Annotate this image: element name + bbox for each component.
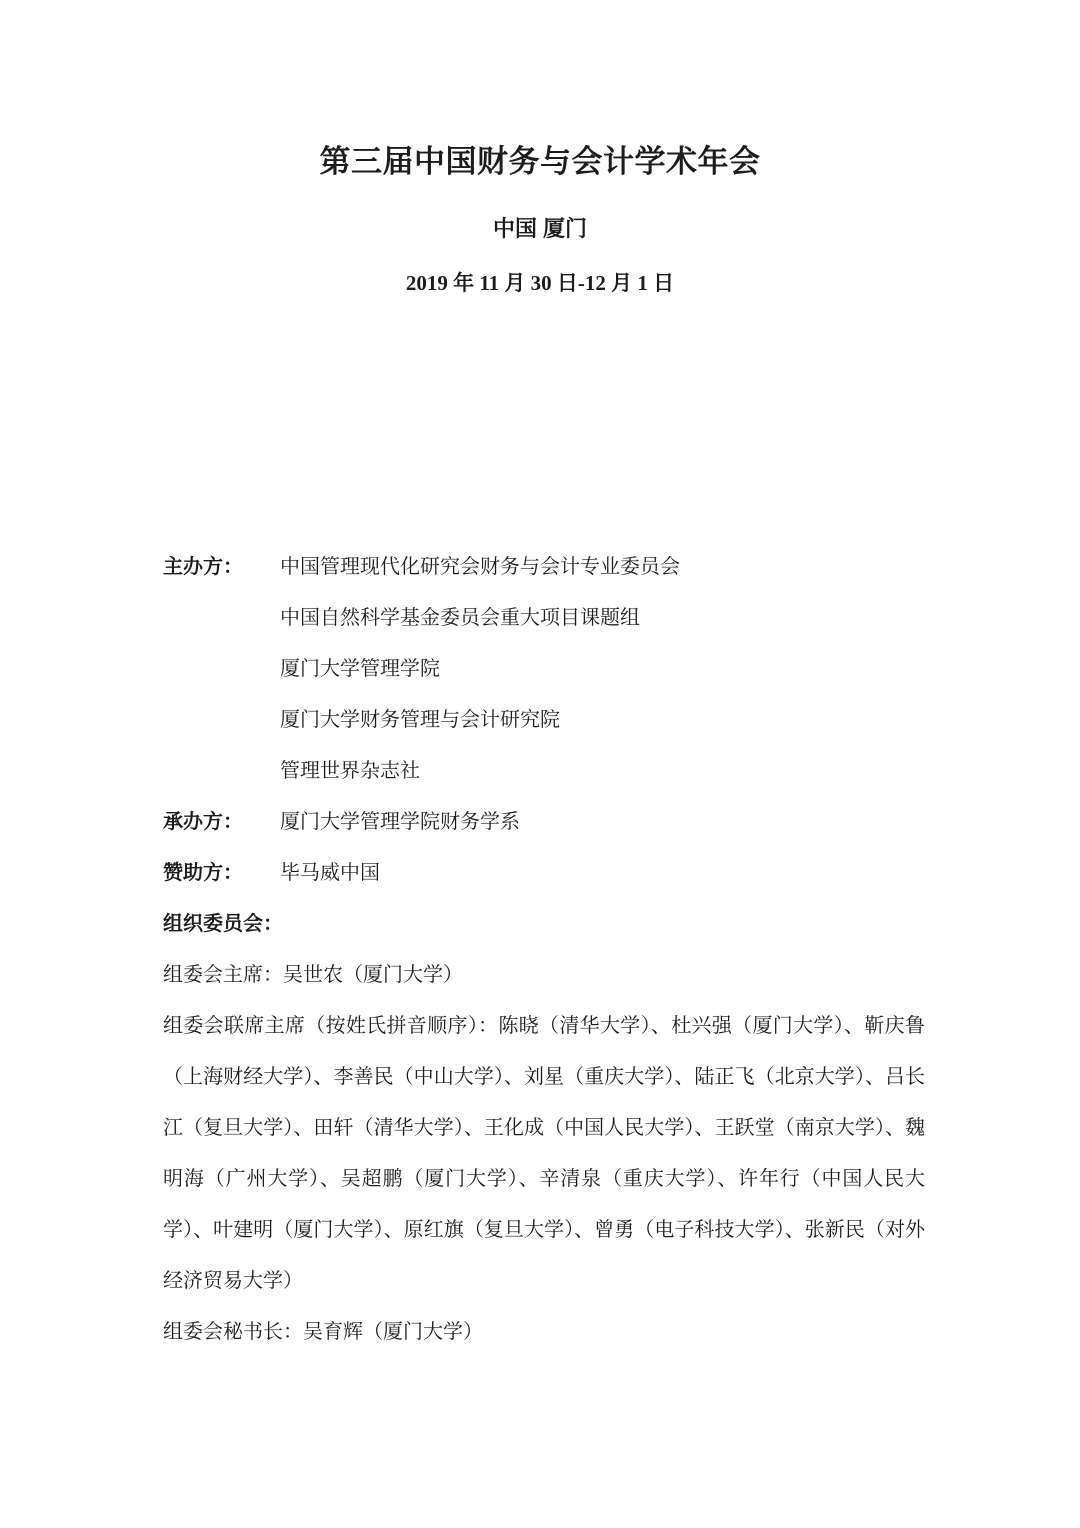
sponsor-row <box>163 848 925 899</box>
document-location: 中国 厦门 <box>492 216 588 241</box>
host-item: 中国管理现代化研究会财务与会计专业委员会 <box>280 556 680 578</box>
committee-secretary-line: 组委会秘书长：吴育辉（厦门大学） <box>163 1321 483 1343</box>
host-item: 厦门大学管理学院 <box>280 658 440 680</box>
document-title: 第三届中国财务与会计学术年会 <box>319 144 761 179</box>
undertaker-label: 承办方： <box>163 811 243 833</box>
undertaker-row <box>163 797 925 848</box>
host-label: 主办方： <box>163 556 243 578</box>
sponsor-value: 毕马威中国 <box>280 862 380 884</box>
sponsor-label: 赞助方： <box>163 862 243 884</box>
host-item: 管理世界杂志社 <box>280 760 420 782</box>
document-date-range: 2019 年 11 月 30 日-12 月 1 日 <box>405 271 675 295</box>
committee-co-chairs-paragraph: 组委会联席主席（按姓氏拼音顺序）：陈晓（清华大学）、杜兴强（厦门大学）、靳庆鲁（上海财经大学）、李善民（中山大学）、刘星（重庆大学）、陆正飞（北京大学）、吕长江（复旦大学）、田轩（清华大学）、王化成（中国人民大学）、王跃堂（南京大学）、魏明海（广州大学）、吴超鹏（厦门大学）、辛清泉（重庆大学）、许年行（中国人民大学）、叶建明（厦门大学）、原红旗（复旦大学）、曾勇（电子科技大学）、张新民（对外经济贸易大学） <box>163 1015 925 1292</box>
host-item: 中国自然科学基金委员会重大项目课题组 <box>280 607 640 629</box>
host-items <box>280 542 925 797</box>
host-item: 厦门大学财务管理与会计研究院 <box>280 709 560 731</box>
document-body <box>163 542 925 1358</box>
undertaker-value: 厦门大学管理学院财务学系 <box>280 811 520 833</box>
committee-chair-line: 组委会主席：吴世农（厦门大学） <box>163 964 463 986</box>
committee-heading: 组织委员会： <box>163 913 283 935</box>
host-row <box>163 542 925 797</box>
